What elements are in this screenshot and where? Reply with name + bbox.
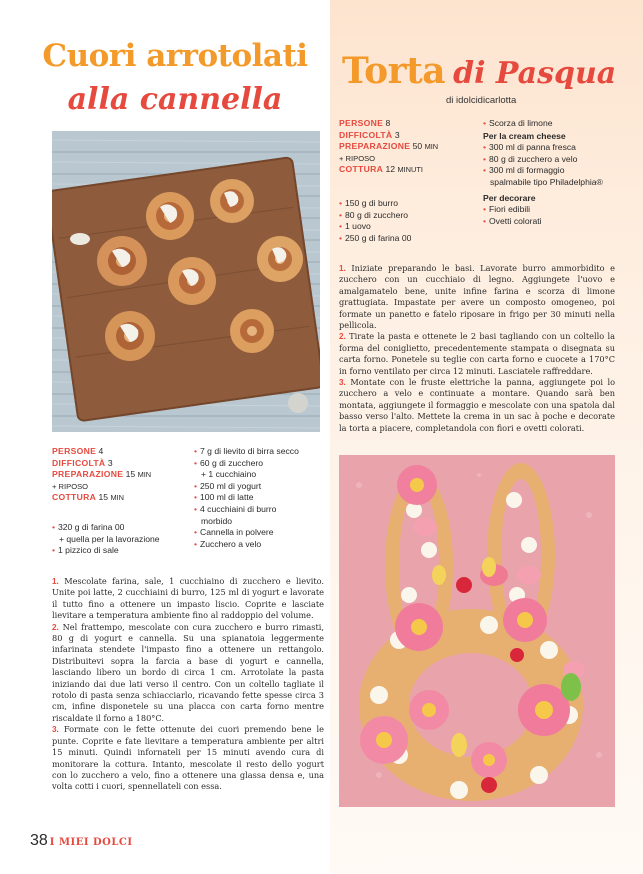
cottura-label: COTTURA: [339, 164, 384, 175]
ingredient-item: • 250 ml di yogurt: [194, 480, 262, 491]
preparazione-label: PREPARAZIONE: [52, 469, 124, 480]
right-title-part2: di Pasqua: [453, 56, 617, 91]
ingredient-item: • 7 g di lievito di birra secco: [194, 446, 299, 456]
step-1: 1. Iniziate preparando le basi. Lavorate burro ammorbidito e zucchero con un cucchiaio di legno. Aggiungete l'uovo e amalgamatelo bene, unite infine farina e scorza di limone grattugiata. Impastate per avere un composto omogeneo, poi formate un panetto e fatelo riposare in frigo per 30 minuti nella pellicola.: [339, 263, 615, 331]
cottura-value: 15: [98, 492, 109, 503]
ingredient-item: spalmabile tipo Philadelphia®: [490, 176, 603, 187]
difficolta-label: DIFFICOLTÀ: [52, 457, 106, 468]
page-number: 38: [30, 832, 48, 849]
ingredient-item: + quella per la lavorazione: [59, 533, 160, 544]
right-ingredients-col2: [483, 118, 635, 227]
ingredient-item: • 300 ml di panna fresca: [483, 142, 576, 153]
ingredient-item: • 1 pizzico di sale: [52, 545, 119, 556]
left-recipe-title: Cuori arrotolati: [42, 38, 308, 74]
step-2: 2. Nel frattempo, mescolate con cura zucchero e burro rimasti, 80 g di yogurt e cannella. Su una spianatoia leggermente infarinata stendete l'impasto fino a ottenere un rettangolo. Distribuitevi sopra la farcia a base di yogurt e cannella, lasciando libero un bordo di circa 1 cm. Arrotolate la pasta iniziando dai due lati verso il centro. Con un coltello tagliate il rotolo di pasta senza schiacciarlo, ricavando fette spesse circa 3 cm, infine disponetele su una placca con carta forno mentre riscaldate il forno a 180°C.: [52, 621, 324, 723]
easter-bunny-cake-photo: [339, 455, 615, 807]
preparazione-unit: MIN: [137, 470, 152, 480]
left-recipe-info: [52, 446, 151, 504]
ingredient-item: • 150 g di burro: [339, 198, 399, 208]
left-recipe-steps: [52, 576, 324, 793]
ingredient-item: • 1 uovo: [339, 221, 371, 232]
byline: di idolcidicarlotta: [446, 95, 517, 106]
persone-label: PERSONE: [52, 446, 97, 456]
magazine-name: I MIEI DOLCI: [49, 837, 133, 848]
ingredient-item: • 100 ml di latte: [194, 492, 254, 503]
step-1: 1. Mescolate farina, sale, 1 cucchiaino di zucchero e lievito. Unite poi latte, 2 cucchiaini di burro, 125 ml di yogurt e lavorate il tutto fino a ottenere un impasto liscio. Coprite e lasciate lievitare a temperatura ambiente fino al raddoppio del volume.: [52, 576, 325, 621]
persone-value: 4: [98, 446, 104, 456]
left-ingredients-col2: [194, 446, 324, 550]
difficolta-value: 3: [107, 457, 113, 468]
ingredient-item: • 60 g di zucchero: [194, 457, 264, 468]
cottura-value: 12: [385, 164, 396, 175]
ingredient-item: • 80 g di zucchero: [339, 209, 409, 220]
preparazione-label: PREPARAZIONE: [339, 141, 411, 152]
persone-value: 8: [385, 118, 391, 128]
cinnamon-hearts-photo: [52, 131, 320, 432]
left-recipe-subtitle: alla cannella: [67, 82, 283, 117]
step-3: 3. Montate con le fruste elettriche la panna, aggiungete poi lo zucchero a velo e continuate a montare. Quando sarà ben montata, aggiungete il formaggio e mescolate con una spatola dal basso verso l'alto. Mettete la crema in un sac à poche e decorate la torta a piacere, completandola con fiori e ovetti colorati.: [339, 377, 615, 433]
right-recipe-steps: [339, 263, 615, 434]
step-2: 2. Tirate la pasta e ottenete le 2 basi tagliando con un coltello la forma del coniglietto, precedentemente stampata o disegnata su carta forno. Ponetele su teglie con carta forno e cuocete a 170°C in forno ventilato per circa 12 minuti. Lasciatele raffreddare.: [339, 331, 615, 376]
ingredient-item: • Cannella in polvere: [194, 527, 274, 538]
ingredient-item: • 320 g di farina 00: [52, 522, 125, 532]
persone-label: PERSONE: [339, 118, 384, 128]
cottura-unit: MINUTI: [397, 165, 423, 175]
cottura-label: COTTURA: [52, 492, 97, 503]
section-head-decor: Per decorare: [483, 192, 536, 203]
preparazione-value: 15: [125, 469, 136, 480]
difficolta-label: DIFFICOLTÀ: [339, 129, 393, 140]
right-title-part1: Torta: [342, 50, 446, 92]
ingredient-item: • Ovetti colorati: [483, 215, 542, 226]
preparazione-unit: MIN: [424, 142, 439, 152]
ingredient-item: • 4 cucchiaini di burro: [194, 503, 277, 514]
right-ingredients-col1: [339, 198, 479, 244]
preparazione-value: 50: [412, 141, 423, 152]
left-ingredients-col1: [52, 522, 192, 557]
right-recipe-title: [342, 50, 632, 92]
section-head-cream: Per la cream cheese: [483, 130, 566, 141]
ingredient-item: • Fiori edibili: [483, 204, 531, 215]
ingredient-item: + 1 cucchiaino: [201, 469, 257, 480]
riposo-note: + RIPOSO: [339, 153, 376, 163]
step-3: 3. Formate con le fette ottenute dei cuori premendo bene le punte. Coprite e fate lievitare a temperatura ambiente per altri 15 minuti. Quindi infornateli per 15 minuti avendo cura di monitorare la cottura. Intanto, mescolate il resto dello yogurt con lo zucchero a velo, fino a ottenere una glassa densa e, una volta cotti i cuori, spennellateli con essa.: [52, 724, 324, 792]
ingredient-item: • 300 ml di formaggio: [483, 165, 565, 176]
page-footer: [30, 832, 133, 850]
ingredient-item: • 80 g di zucchero a velo: [483, 153, 578, 164]
ingredient-item: morbido: [201, 515, 233, 526]
cottura-unit: MIN: [110, 493, 125, 503]
ingredient-item: • 250 g di farina 00: [339, 232, 412, 243]
difficolta-value: 3: [394, 129, 400, 140]
riposo-note: + RIPOSO: [52, 481, 89, 491]
right-recipe-info: [339, 118, 438, 176]
ingredient-item: • Zucchero a velo: [194, 538, 262, 549]
ingredient-item: • Scorza di limone: [483, 118, 553, 128]
